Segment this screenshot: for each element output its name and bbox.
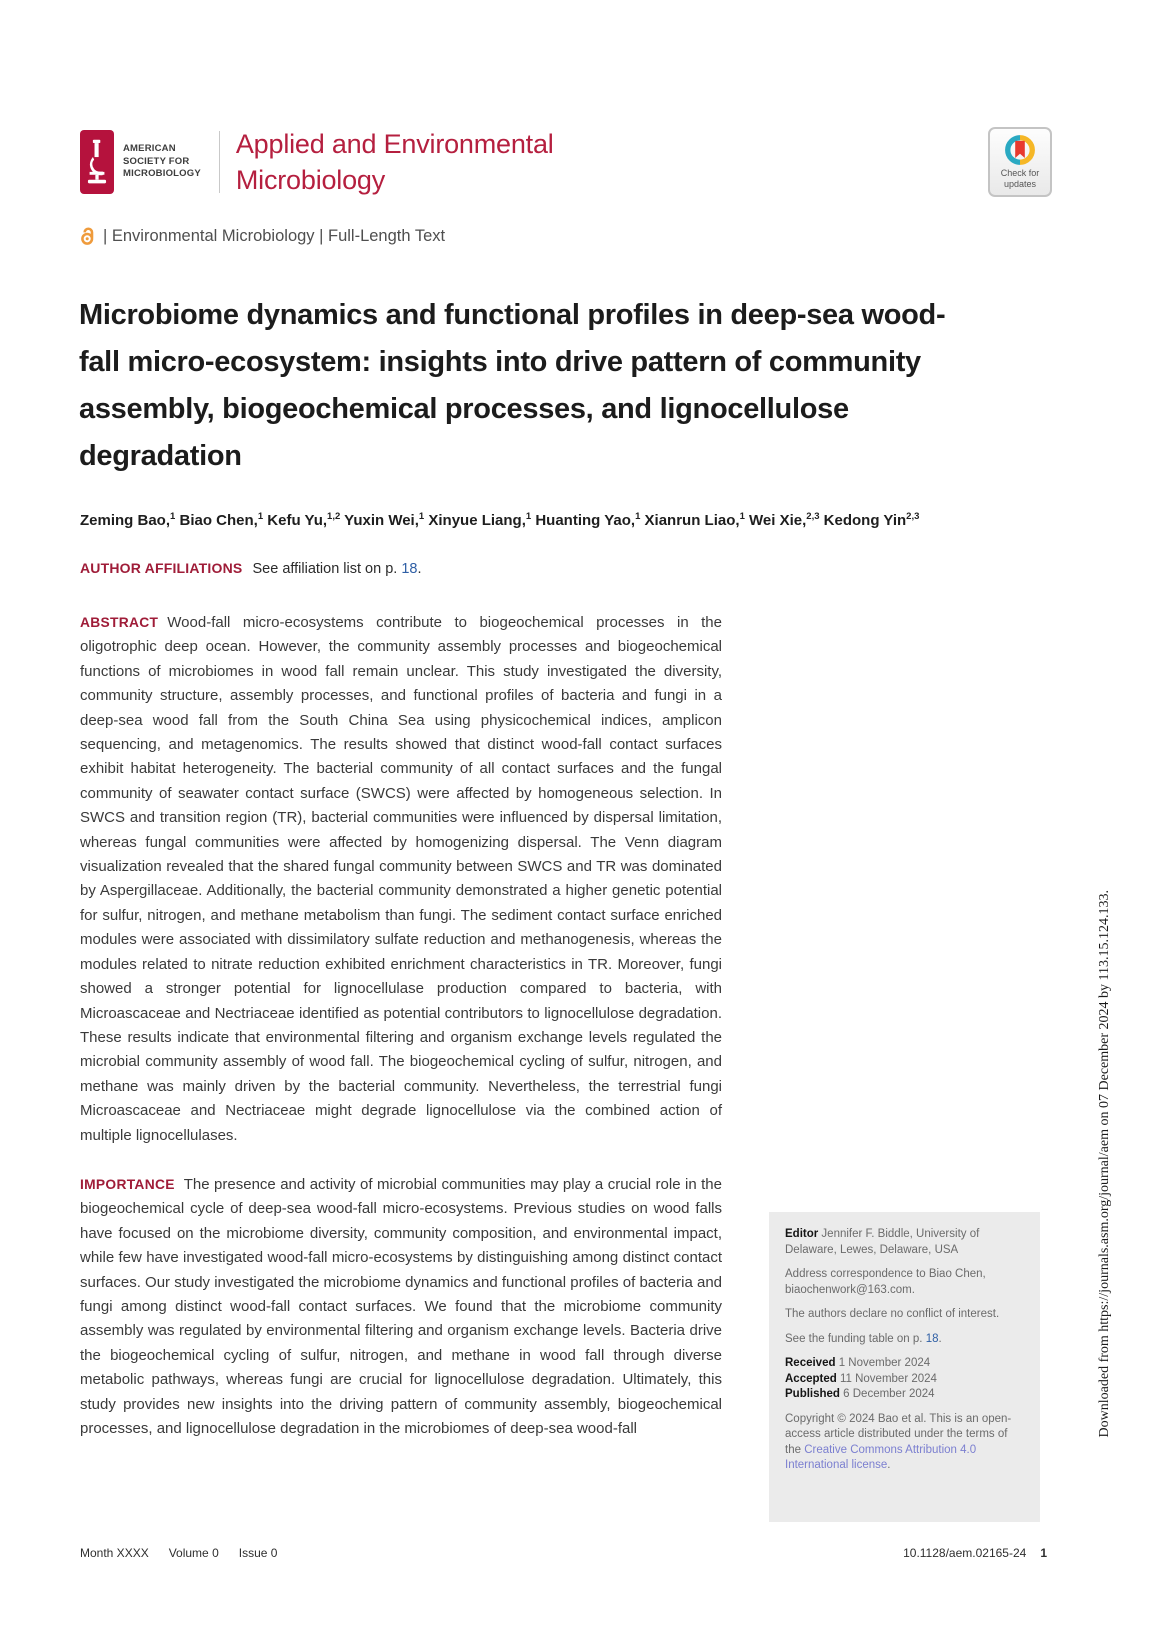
affiliations-page-link[interactable]: 18 xyxy=(401,561,418,577)
funding-line xyxy=(785,1332,1024,1348)
funding-page-link[interactable]: 18 xyxy=(925,1332,939,1345)
author-superscript: 2,3 xyxy=(806,511,820,522)
article-title: Microbiome dynamics and functional profiles in deep-sea wood-fall micro-ecosystem: insights into drive pattern of community assembly, biogeochemical processes, and lignocellulose degradation xyxy=(79,299,946,472)
funding-period: . xyxy=(938,1332,942,1345)
check-for-updates-label xyxy=(1001,168,1040,190)
journal-name-line2: Microbiology xyxy=(235,165,386,195)
author-superscript: 1 xyxy=(418,511,425,522)
footer-page-number: 1 xyxy=(1040,1546,1047,1560)
masthead-divider xyxy=(219,131,220,193)
importance-paragraph xyxy=(80,1173,722,1441)
importance-text: The presence and activity of microbial communities may play a crucial role in the biogeochemical cycle of deep-sea wood-fall micro-ecosystems. Previous studies on wood falls have focused on the microbiome diversity, community composition, and environmental impact, while few have investigated wood-fall micro-ecosystems by distinguishing among distinct contact surfaces. Our study investigated the microbiome dynamics and functional profiles of bacteria and fungi among distinct wood-fall contact surfaces. We found that the microbiome community assembly was regulated by environmental filtering and organism exchange levels. Bacteria drive the biogeochemical cycling of sulfur, nitrogen, and methane in wood fall through diverse metabolic pathways, whereas fungi are crucial for lignocellulose degradation. Ultimately, this study provides new insights into the driving pattern of community assembly, biogeochemical processes, and lignocellulose degradation in the microbiomes of deep-sea wood-fall xyxy=(80,1175,722,1437)
check-for-updates-badge[interactable] xyxy=(988,127,1052,197)
check-for-updates-icon xyxy=(1004,134,1036,166)
author-superscript: 1 xyxy=(170,511,176,522)
footer-issue: Issue 0 xyxy=(238,1546,278,1560)
footer-doi: 10.1128/aem.02165-24 xyxy=(903,1546,1027,1560)
download-watermark: Downloaded from https://journals.asm.org/journal/aem on 07 December 2024 by 113.15.124.133. xyxy=(1097,890,1112,1438)
author-name: Kedong Yin xyxy=(819,512,907,529)
author-name: Kefu Yu, xyxy=(263,512,328,529)
author-superscript: 1 xyxy=(739,511,745,522)
author-affiliations-line xyxy=(80,560,422,577)
article-body-column xyxy=(80,611,722,1441)
check-for-updates-label-line2: updates xyxy=(1003,179,1036,189)
affiliations-text: See affiliation list on p. xyxy=(252,561,398,577)
footer-volume: Volume 0 xyxy=(168,1546,219,1560)
author-affiliations-label: AUTHOR AFFILIATIONS xyxy=(80,560,243,576)
editor-value: Jennifer F. Biddle, University of Delaware, Lewes, Delaware, USA xyxy=(785,1228,980,1256)
correspondence-line: Address correspondence to Biao Chen, biaochenwork@163.com. xyxy=(785,1268,986,1296)
author-name: Yuxin Wei, xyxy=(340,512,419,529)
article-section-line xyxy=(80,226,445,246)
abstract-text: Wood-fall micro-ecosystems contribute to biogeochemical processes in the oligotrophic deep ocean. However, the community assembly processes and biogeochemical functions of microbiomes in wood fall remain unclear. This study investigated the diversity, community structure, assembly processes, and functional profiles of bacteria and fungi in a deep-sea wood fall from the South China Sea using physicochemical indices, amplicon sequencing, and metagenomics. The results showed that distinct wood-fall contact surfaces exhibit habitat heterogeneity. The bacterial community of all contact surfaces and the fungal community of seawater contact surface (SWCS) were affected by homogeneous selection. In SWCS and transition region (TR), bacterial communities were influenced by dispersal limitation, whereas fungal communities were affected by homogenizing dispersal. The Venn diagram visualization revealed that the shared fungal community between SWCS and TR was dominated by Aspergillaceae. Additionally, the bacterial community demonstrated a higher genetic potential for sulfur, nitrogen, and methane metabolism than fungi. The sediment contact surface enriched modules were associated with dissimilatory sulfate reduction and methanogenesis, whereas the modules related to nitrate reduction exhibited enrichment characteristics in TR. Moreover, fungi showed a stronger potential for lignocellulase production compared to bacteria, with Microascaceae and Nectriaceae identified as potential contributors to lignocellulose degradation. These results indicate that environmental filtering and organism exchange levels regulated the microbial community assembly of wood fall. The biogeochemical cycling of sulfur, nitrogen, and methane was mainly driven by the bacterial community. Nevertheless, the terrestrial fungi Microascaceae and Nectriaceae might degrade lignocellulose via the combined action of multiple lignocellulases. xyxy=(80,614,722,1144)
society-name-line1: AMERICAN xyxy=(123,143,176,155)
importance-label: IMPORTANCE xyxy=(80,1176,175,1192)
microscope-icon xyxy=(83,135,111,189)
funding-text: See the funding table on p. xyxy=(785,1332,923,1345)
section-label: | Environmental Microbiology | Full-Length Text xyxy=(103,226,446,245)
published-date: 6 December 2024 xyxy=(839,1388,935,1400)
society-name xyxy=(123,143,201,181)
author-superscript: 1 xyxy=(525,511,532,522)
editor-line xyxy=(785,1227,1024,1258)
copyright-text: Copyright © 2024 Bao et al. This is an open-access article distributed under the terms of the xyxy=(785,1412,1012,1456)
author-superscript: 1 xyxy=(635,511,641,522)
author-superscript: 1,2 xyxy=(327,511,341,522)
copyright-period: . xyxy=(887,1459,891,1471)
author-name: Huanting Yao, xyxy=(531,512,636,529)
abstract-paragraph xyxy=(80,611,722,1148)
footer-doi-block xyxy=(903,1546,1047,1560)
journal-name xyxy=(236,126,554,198)
copyright-line xyxy=(785,1412,1024,1474)
society-name-line2: SOCIETY FOR xyxy=(123,155,190,167)
conflict-of-interest-line: The authors declare no conflict of interest. xyxy=(785,1308,1000,1320)
received-date: 1 November 2024 xyxy=(835,1357,931,1369)
history-dates xyxy=(785,1356,1024,1403)
footer-issue-info xyxy=(80,1546,297,1560)
creative-commons-link[interactable]: Creative Commons Attribution 4.0 International license xyxy=(785,1443,977,1471)
author-name: Xianrun Liao, xyxy=(640,512,740,529)
accepted-label: Accepted xyxy=(785,1372,837,1385)
published-label: Published xyxy=(785,1388,840,1400)
check-for-updates-label-line1: Check for xyxy=(1000,168,1040,178)
society-name-line3: MICROBIOLOGY xyxy=(123,168,201,180)
journal-name-line1: Applied and Environmental xyxy=(235,129,554,159)
author-superscript: 1 xyxy=(257,511,264,522)
page-footer xyxy=(80,1546,1047,1560)
author-superscript: 2,3 xyxy=(906,511,920,522)
footer-month: Month XXXX xyxy=(80,1546,149,1560)
author-name: Biao Chen, xyxy=(175,512,258,529)
author-name: Wei Xie, xyxy=(744,512,807,529)
open-access-icon xyxy=(80,226,96,246)
affiliations-period: . xyxy=(417,561,422,577)
author-list xyxy=(80,511,980,529)
article-metadata-box xyxy=(769,1212,1040,1522)
abstract-label: ABSTRACT xyxy=(80,615,159,630)
received-label: Received xyxy=(785,1357,836,1369)
journal-masthead xyxy=(80,126,554,198)
author-name: Zeming Bao, xyxy=(80,512,171,529)
asm-logo xyxy=(80,130,114,194)
editor-label: Editor xyxy=(785,1228,819,1240)
author-name: Xinyue Liang, xyxy=(424,512,526,529)
accepted-date: 11 November 2024 xyxy=(836,1372,937,1385)
